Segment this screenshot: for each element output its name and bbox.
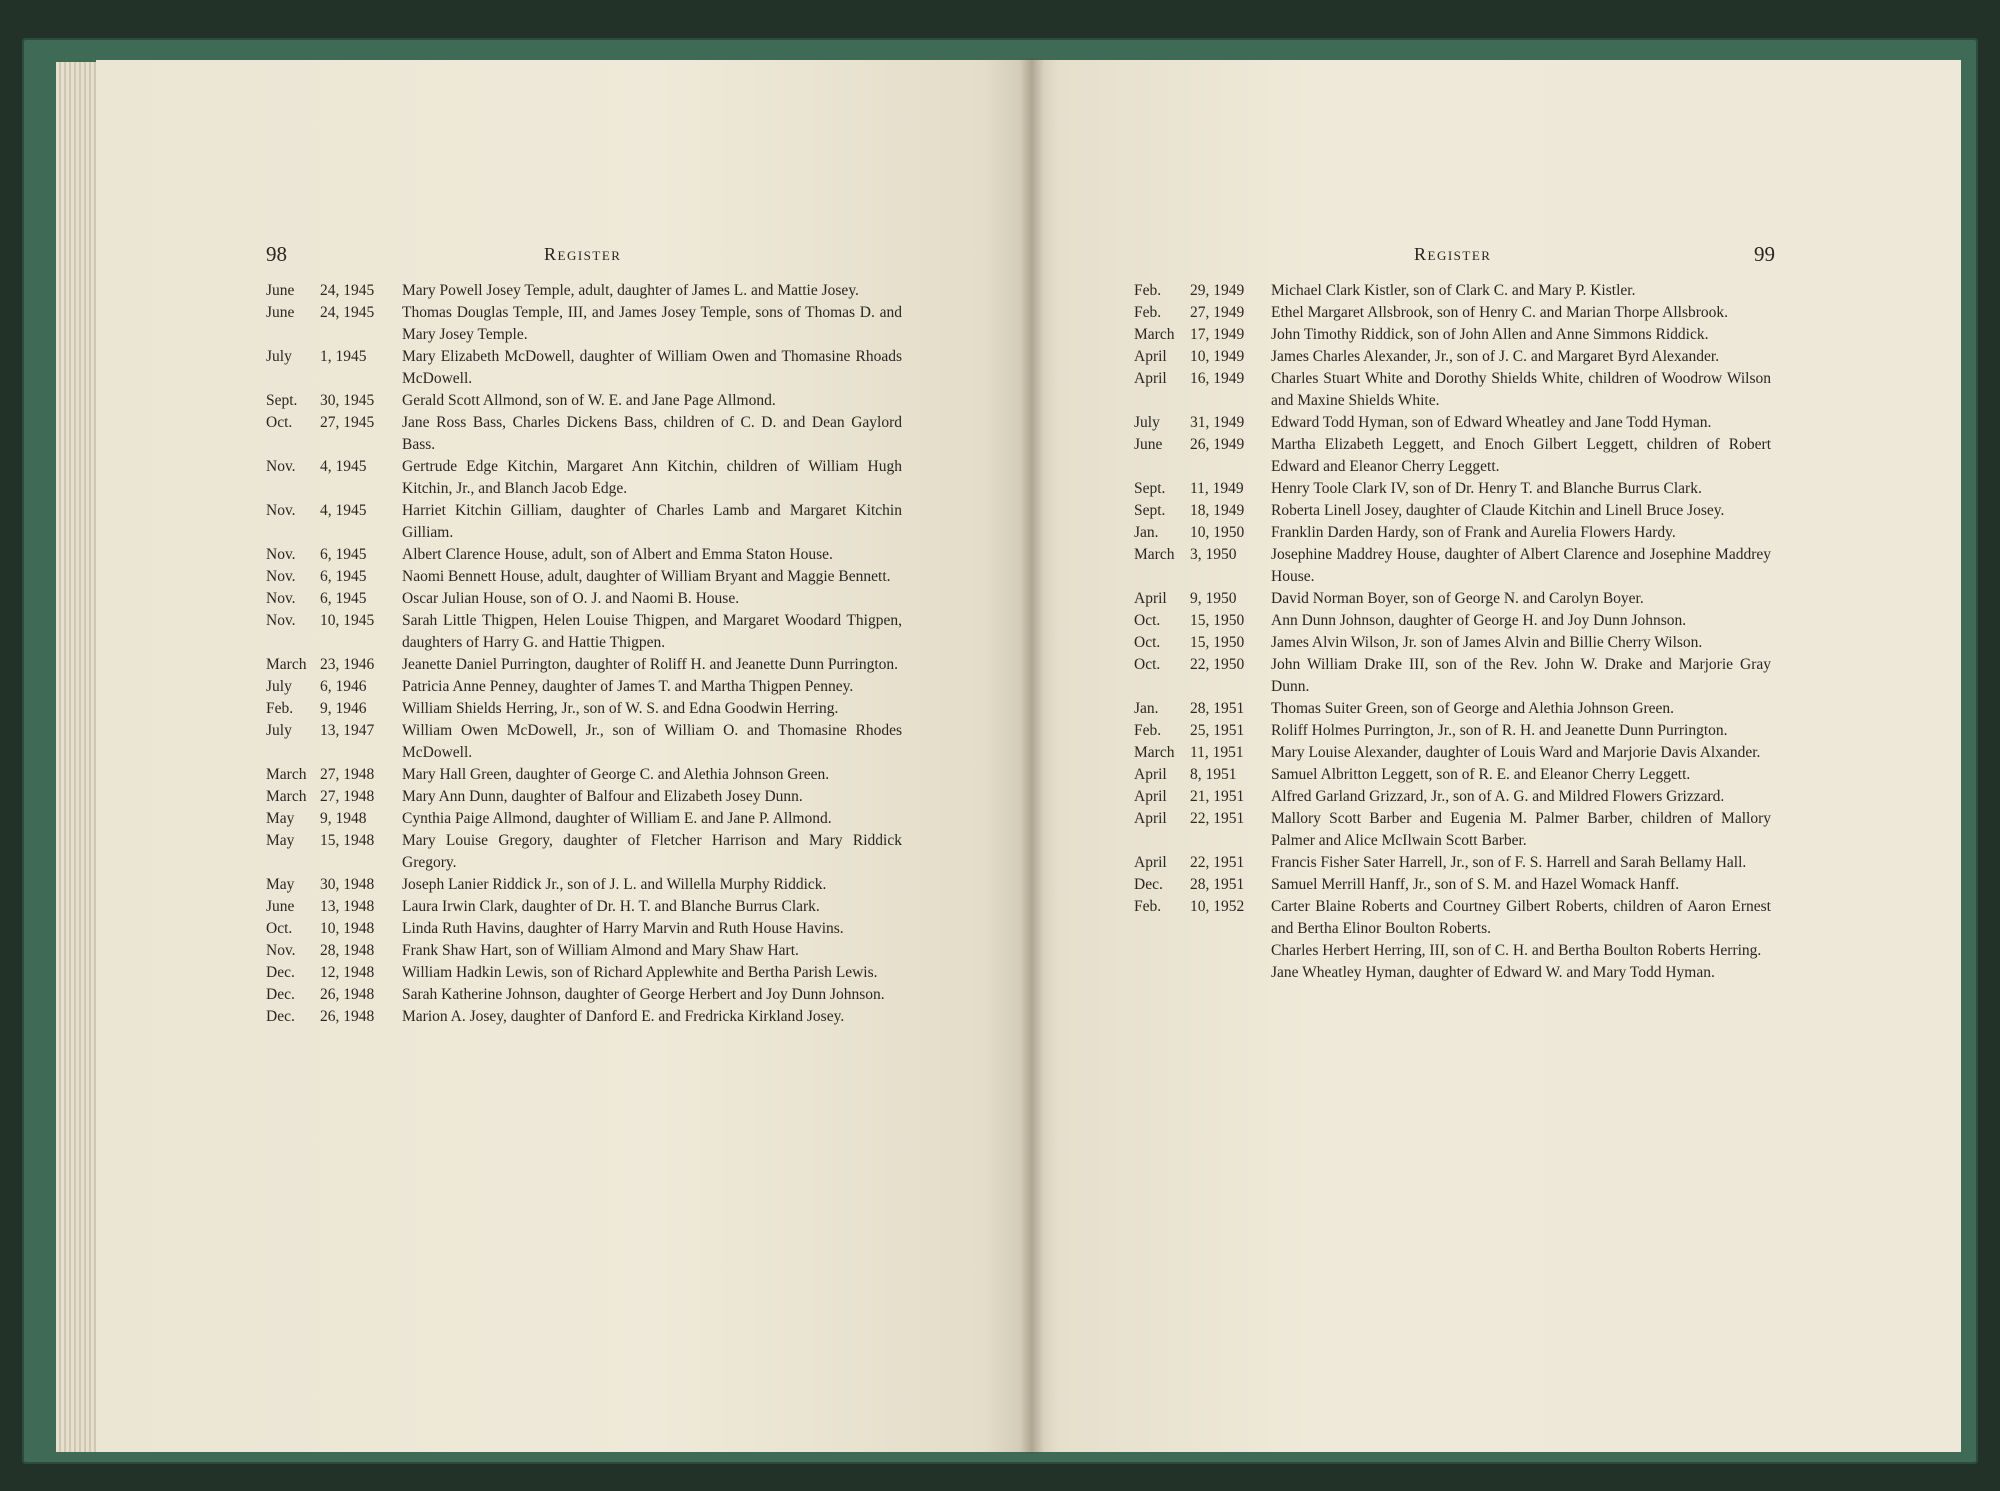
entry-date: 10, 1945 bbox=[320, 612, 375, 629]
register-entry bbox=[266, 544, 902, 566]
entry-text: Mary Hall Green, daughter of George C. and Alethia Johnson Green. bbox=[402, 766, 830, 783]
entry-date: 9, 1946 bbox=[320, 700, 367, 717]
entry-text: John Timothy Riddick, son of John Allen and Anne Simmons Riddick. bbox=[1271, 326, 1709, 343]
entry-month: June bbox=[266, 282, 295, 299]
register-entry bbox=[1134, 940, 1771, 962]
register-entry bbox=[1134, 500, 1771, 522]
entry-date: 26, 1949 bbox=[1190, 436, 1245, 453]
entry-month: July bbox=[266, 722, 292, 739]
entry-date: 24, 1945 bbox=[320, 304, 375, 321]
entry-date: 17, 1949 bbox=[1190, 326, 1245, 343]
entry-date: 18, 1949 bbox=[1190, 502, 1245, 519]
register-entry bbox=[1134, 280, 1771, 302]
register-entry bbox=[1134, 764, 1771, 786]
entry-date: 27, 1949 bbox=[1190, 304, 1245, 321]
entry-text: Francis Fisher Sater Harrell, Jr., son of F. S. Harrell and Sarah Bellamy Hall. bbox=[1271, 854, 1747, 871]
entry-text: Jeanette Daniel Purrington, daughter of Roliff H. and Jeanette Dunn Purrington. bbox=[402, 656, 899, 673]
entry-text: Ann Dunn Johnson, daughter of George H. and Joy Dunn Johnson. bbox=[1271, 612, 1687, 629]
entry-month: April bbox=[1134, 766, 1167, 783]
entry-date: 27, 1948 bbox=[320, 788, 375, 805]
entry-date: 26, 1948 bbox=[320, 986, 375, 1003]
entry-month: Nov. bbox=[266, 590, 296, 607]
entry-text: Alfred Garland Grizzard, Jr., son of A. G. and Mildred Flowers Grizzard. bbox=[1271, 788, 1725, 805]
entry-date: 22, 1950 bbox=[1190, 656, 1245, 673]
entry-date: 28, 1948 bbox=[320, 942, 375, 959]
register-entry bbox=[266, 1006, 902, 1028]
entry-month: March bbox=[266, 766, 307, 783]
entry-month: May bbox=[266, 810, 295, 827]
entry-text: Patricia Anne Penney, daughter of James T. and Martha Thigpen Penney. bbox=[402, 678, 854, 695]
entry-date: 22, 1951 bbox=[1190, 810, 1245, 827]
register-entry bbox=[266, 566, 902, 588]
register-entry bbox=[266, 962, 902, 984]
entry-text: Charles Stuart White and Dorothy Shields White, children of Woodrow Wilson and Maxine Shields White. bbox=[1271, 370, 1771, 409]
entry-month: Dec. bbox=[266, 1008, 295, 1025]
entry-date: 4, 1945 bbox=[320, 458, 367, 475]
register-entry bbox=[1134, 808, 1771, 852]
entry-month: June bbox=[266, 304, 295, 321]
entry-date: 22, 1951 bbox=[1190, 854, 1245, 871]
entry-date: 25, 1951 bbox=[1190, 722, 1245, 739]
entry-month: Jan. bbox=[1134, 524, 1159, 541]
register-entry bbox=[266, 412, 902, 456]
register-entry bbox=[266, 676, 902, 698]
entry-date: 24, 1945 bbox=[320, 282, 375, 299]
register-entry bbox=[266, 654, 902, 676]
entry-date: 6, 1946 bbox=[320, 678, 367, 695]
entry-text: Samuel Merrill Hanff, Jr., son of S. M. and Hazel Womack Hanff. bbox=[1271, 876, 1680, 893]
register-entry bbox=[1134, 544, 1771, 588]
register-entries-left bbox=[266, 280, 902, 1028]
entry-month: July bbox=[1134, 414, 1160, 431]
entry-month: Dec. bbox=[266, 964, 295, 981]
entry-month: Nov. bbox=[266, 612, 296, 629]
entry-text: Laura Irwin Clark, daughter of Dr. H. T. and Blanche Burrus Clark. bbox=[402, 898, 820, 915]
entry-date: 15, 1950 bbox=[1190, 612, 1245, 629]
entry-text: Franklin Darden Hardy, son of Frank and Aurelia Flowers Hardy. bbox=[1271, 524, 1676, 541]
register-entry bbox=[1134, 346, 1771, 368]
entry-text: Roliff Holmes Purrington, Jr., son of R. H. and Jeanette Dunn Purrington. bbox=[1271, 722, 1728, 739]
entry-date: 13, 1948 bbox=[320, 898, 375, 915]
entry-date: 10, 1952 bbox=[1190, 898, 1245, 915]
register-entry bbox=[266, 830, 902, 874]
entry-date: 29, 1949 bbox=[1190, 282, 1245, 299]
register-entry bbox=[1134, 632, 1771, 654]
register-entry bbox=[1134, 852, 1771, 874]
entry-text: Cynthia Paige Allmond, daughter of William E. and Jane P. Allmond. bbox=[402, 810, 832, 827]
register-entry bbox=[1134, 588, 1771, 610]
entry-month: Nov. bbox=[266, 546, 296, 563]
entry-date: 6, 1945 bbox=[320, 546, 367, 563]
entry-month: Jan. bbox=[1134, 700, 1159, 717]
left-page bbox=[96, 60, 1031, 1452]
entry-month: Feb. bbox=[266, 700, 294, 717]
entry-text: William Owen McDowell, Jr., son of William O. and Thomasine Rhodes McDowell. bbox=[402, 722, 902, 761]
entry-text: Mary Louise Gregory, daughter of Fletcher Harrison and Mary Riddick Gregory. bbox=[402, 832, 902, 871]
entry-date: 10, 1948 bbox=[320, 920, 375, 937]
entry-text: Jane Wheatley Hyman, daughter of Edward W. and Mary Todd Hyman. bbox=[1271, 964, 1715, 981]
entry-month: Feb. bbox=[1134, 722, 1162, 739]
left-running-head bbox=[96, 242, 1031, 272]
register-entry bbox=[266, 610, 902, 654]
right-running-head bbox=[1031, 242, 1961, 272]
register-entry bbox=[266, 456, 902, 500]
entry-text: Mary Louise Alexander, daughter of Louis Ward and Marjorie Davis Alxander. bbox=[1271, 744, 1761, 761]
entry-month: Feb. bbox=[1134, 898, 1162, 915]
entry-month: Oct. bbox=[1134, 612, 1161, 629]
entry-text: Mary Ann Dunn, daughter of Balfour and Elizabeth Josey Dunn. bbox=[402, 788, 803, 805]
entry-text: Thomas Douglas Temple, III, and James Josey Temple, sons of Thomas D. and Mary Josey Temple. bbox=[402, 304, 902, 343]
entry-month: April bbox=[1134, 788, 1167, 805]
register-entry bbox=[1134, 324, 1771, 346]
entry-month: July bbox=[266, 348, 292, 365]
register-entry bbox=[266, 786, 902, 808]
register-entries-right bbox=[1134, 280, 1771, 984]
entry-text: Jane Ross Bass, Charles Dickens Bass, children of C. D. and Dean Gaylord Bass. bbox=[402, 414, 902, 453]
entry-month: April bbox=[1134, 590, 1167, 607]
entry-month: Sept. bbox=[266, 392, 298, 409]
register-entry bbox=[266, 984, 902, 1006]
entry-text: Mary Powell Josey Temple, adult, daughter of James L. and Mattie Josey. bbox=[402, 282, 859, 299]
entry-text: David Norman Boyer, son of George N. and Carolyn Boyer. bbox=[1271, 590, 1644, 607]
entry-date: 15, 1948 bbox=[320, 832, 375, 849]
entry-text: Mallory Scott Barber and Eugenia M. Palmer Barber, children of Mallory Palmer and Alice McIlwain Scott Barber. bbox=[1271, 810, 1771, 849]
entry-date: 9, 1950 bbox=[1190, 590, 1237, 607]
entry-month: Dec. bbox=[266, 986, 295, 1003]
entry-date: 27, 1945 bbox=[320, 414, 375, 431]
entry-month: Dec. bbox=[1134, 876, 1163, 893]
entry-date: 23, 1946 bbox=[320, 656, 375, 673]
entry-month: Nov. bbox=[266, 942, 296, 959]
register-entry bbox=[266, 390, 902, 412]
entry-month: April bbox=[1134, 370, 1167, 387]
entry-date: 10, 1949 bbox=[1190, 348, 1245, 365]
entry-month: Nov. bbox=[266, 458, 296, 475]
entry-date: 26, 1948 bbox=[320, 1008, 375, 1025]
entry-text: Edward Todd Hyman, son of Edward Wheatley and Jane Todd Hyman. bbox=[1271, 414, 1712, 431]
entry-month: Nov. bbox=[266, 568, 296, 585]
entry-text: Roberta Linell Josey, daughter of Claude Kitchin and Linell Bruce Josey. bbox=[1271, 502, 1725, 519]
entry-month: Feb. bbox=[1134, 282, 1162, 299]
register-entry bbox=[1134, 896, 1771, 940]
register-entry bbox=[1134, 742, 1771, 764]
entry-month: April bbox=[1134, 810, 1167, 827]
entry-date: 27, 1948 bbox=[320, 766, 375, 783]
entry-month: July bbox=[266, 678, 292, 695]
register-entry bbox=[1134, 368, 1771, 412]
entry-month: Oct. bbox=[1134, 656, 1161, 673]
entry-text: Sarah Katherine Johnson, daughter of George Herbert and Joy Dunn Johnson. bbox=[402, 986, 885, 1003]
register-entry bbox=[266, 346, 902, 390]
entry-month: June bbox=[266, 898, 295, 915]
entry-text: Henry Toole Clark IV, son of Dr. Henry T. and Blanche Burrus Clark. bbox=[1271, 480, 1702, 497]
entry-text: Sarah Little Thigpen, Helen Louise Thigpen, and Margaret Woodard Thigpen, daughters of Harry G. and Hattie Thigpen. bbox=[402, 612, 902, 651]
entry-month: March bbox=[1134, 744, 1175, 761]
entry-month: April bbox=[1134, 854, 1167, 871]
entry-text: Josephine Maddrey House, daughter of Albert Clarence and Josephine Maddrey House. bbox=[1271, 546, 1771, 585]
entry-text: Gertrude Edge Kitchin, Margaret Ann Kitchin, children of William Hugh Kitchin, Jr., and Blanch Jacob Edge. bbox=[402, 458, 902, 497]
entry-month: March bbox=[266, 656, 307, 673]
entry-date: 10, 1950 bbox=[1190, 524, 1245, 541]
entry-month: Nov. bbox=[266, 502, 296, 519]
register-entry bbox=[266, 808, 902, 830]
entry-text: Linda Ruth Havins, daughter of Harry Marvin and Ruth House Havins. bbox=[402, 920, 844, 937]
register-entry bbox=[1134, 412, 1771, 434]
right-page bbox=[1031, 60, 1961, 1452]
entry-text: Mary Elizabeth McDowell, daughter of William Owen and Thomasine Rhoads McDowell. bbox=[402, 348, 902, 387]
page-number: 98 bbox=[266, 242, 287, 266]
entry-date: 28, 1951 bbox=[1190, 876, 1245, 893]
entry-date: 13, 1947 bbox=[320, 722, 375, 739]
register-entry bbox=[1134, 522, 1771, 544]
entry-month: Oct. bbox=[1134, 634, 1161, 651]
page-title: Register bbox=[1414, 244, 1492, 264]
entry-date: 11, 1951 bbox=[1190, 744, 1244, 761]
register-entry bbox=[266, 500, 902, 544]
entry-date: 6, 1945 bbox=[320, 590, 367, 607]
entry-date: 31, 1949 bbox=[1190, 414, 1245, 431]
entry-date: 11, 1949 bbox=[1190, 480, 1244, 497]
register-entry bbox=[1134, 302, 1771, 324]
entry-month: Sept. bbox=[1134, 502, 1166, 519]
entry-text: Martha Elizabeth Leggett, and Enoch Gilbert Leggett, children of Robert Edward and Eleanor Cherry Leggett. bbox=[1271, 436, 1771, 475]
entry-text: Marion A. Josey, daughter of Danford E. and Fredricka Kirkland Josey. bbox=[402, 1008, 845, 1025]
entry-month: May bbox=[266, 832, 295, 849]
entry-date: 28, 1951 bbox=[1190, 700, 1245, 717]
entry-text: Oscar Julian House, son of O. J. and Naomi B. House. bbox=[402, 590, 740, 607]
book-gutter bbox=[1020, 58, 1044, 1454]
entry-text: Thomas Suiter Green, son of George and Alethia Johnson Green. bbox=[1271, 700, 1675, 717]
register-entry bbox=[1134, 434, 1771, 478]
entry-text: Ethel Margaret Allsbrook, son of Henry C. and Marian Thorpe Allsbrook. bbox=[1271, 304, 1729, 321]
entry-date: 4, 1945 bbox=[320, 502, 367, 519]
entry-text: Michael Clark Kistler, son of Clark C. and Mary P. Kistler. bbox=[1271, 282, 1636, 299]
register-entry bbox=[266, 764, 902, 786]
entry-date: 12, 1948 bbox=[320, 964, 375, 981]
entry-text: Frank Shaw Hart, son of William Almond and Mary Shaw Hart. bbox=[402, 942, 799, 959]
register-entry bbox=[266, 896, 902, 918]
entry-text: William Hadkin Lewis, son of Richard Applewhite and Bertha Parish Lewis. bbox=[402, 964, 878, 981]
entry-month: May bbox=[266, 876, 295, 893]
register-entry bbox=[266, 720, 902, 764]
entry-date: 1, 1945 bbox=[320, 348, 367, 365]
register-entry bbox=[266, 588, 902, 610]
register-entry bbox=[1134, 962, 1771, 984]
register-entry bbox=[1134, 654, 1771, 698]
register-entry bbox=[266, 874, 902, 896]
register-entry bbox=[1134, 698, 1771, 720]
register-entry bbox=[1134, 874, 1771, 896]
entry-text: James Charles Alexander, Jr., son of J. C. and Margaret Byrd Alexander. bbox=[1271, 348, 1720, 365]
page-number: 99 bbox=[1754, 242, 1775, 266]
entry-date: 3, 1950 bbox=[1190, 546, 1237, 563]
entry-month: March bbox=[1134, 546, 1175, 563]
entry-month: Sept. bbox=[1134, 480, 1166, 497]
entry-text: Harriet Kitchin Gilliam, daughter of Charles Lamb and Margaret Kitchin Gilliam. bbox=[402, 502, 902, 541]
entry-month: June bbox=[1134, 436, 1163, 453]
entry-text: Naomi Bennett House, adult, daughter of William Bryant and Maggie Bennett. bbox=[402, 568, 891, 585]
entry-text: James Alvin Wilson, Jr. son of James Alvin and Billie Cherry Wilson. bbox=[1271, 634, 1703, 651]
entry-date: 6, 1945 bbox=[320, 568, 367, 585]
entry-text: John William Drake III, son of the Rev. John W. Drake and Marjorie Gray Dunn. bbox=[1271, 656, 1771, 695]
entry-date: 16, 1949 bbox=[1190, 370, 1245, 387]
entry-month: March bbox=[266, 788, 307, 805]
entry-month: Feb. bbox=[1134, 304, 1162, 321]
register-entry bbox=[266, 280, 902, 302]
entry-text: Albert Clarence House, adult, son of Albert and Emma Staton House. bbox=[402, 546, 833, 563]
register-entry bbox=[1134, 610, 1771, 632]
register-entry bbox=[1134, 478, 1771, 500]
entry-date: 30, 1948 bbox=[320, 876, 375, 893]
entry-text: Gerald Scott Allmond, son of W. E. and Jane Page Allmond. bbox=[402, 392, 776, 409]
register-entry bbox=[266, 698, 902, 720]
entry-text: Carter Blaine Roberts and Courtney Gilbert Roberts, children of Aaron Ernest and Bertha Elinor Boulton Roberts. bbox=[1271, 898, 1771, 937]
register-entry bbox=[266, 302, 902, 346]
entry-date: 8, 1951 bbox=[1190, 766, 1237, 783]
entry-text: Charles Herbert Herring, III, son of C. H. and Bertha Boulton Roberts Herring. bbox=[1271, 942, 1762, 959]
register-entry bbox=[266, 940, 902, 962]
entry-text: Joseph Lanier Riddick Jr., son of J. L. and Willella Murphy Riddick. bbox=[402, 876, 827, 893]
entry-text: William Shields Herring, Jr., son of W. S. and Edna Goodwin Herring. bbox=[402, 700, 839, 717]
entry-date: 21, 1951 bbox=[1190, 788, 1245, 805]
register-entry bbox=[1134, 786, 1771, 808]
entry-month: Oct. bbox=[266, 414, 293, 431]
entry-month: Oct. bbox=[266, 920, 293, 937]
register-entry bbox=[1134, 720, 1771, 742]
register-entry bbox=[266, 918, 902, 940]
entry-date: 30, 1945 bbox=[320, 392, 375, 409]
entry-month: April bbox=[1134, 348, 1167, 365]
entry-month: March bbox=[1134, 326, 1175, 343]
entry-text: Samuel Albritton Leggett, son of R. E. and Eleanor Cherry Leggett. bbox=[1271, 766, 1691, 783]
entry-date: 15, 1950 bbox=[1190, 634, 1245, 651]
page-title: Register bbox=[544, 244, 622, 264]
entry-date: 9, 1948 bbox=[320, 810, 367, 827]
